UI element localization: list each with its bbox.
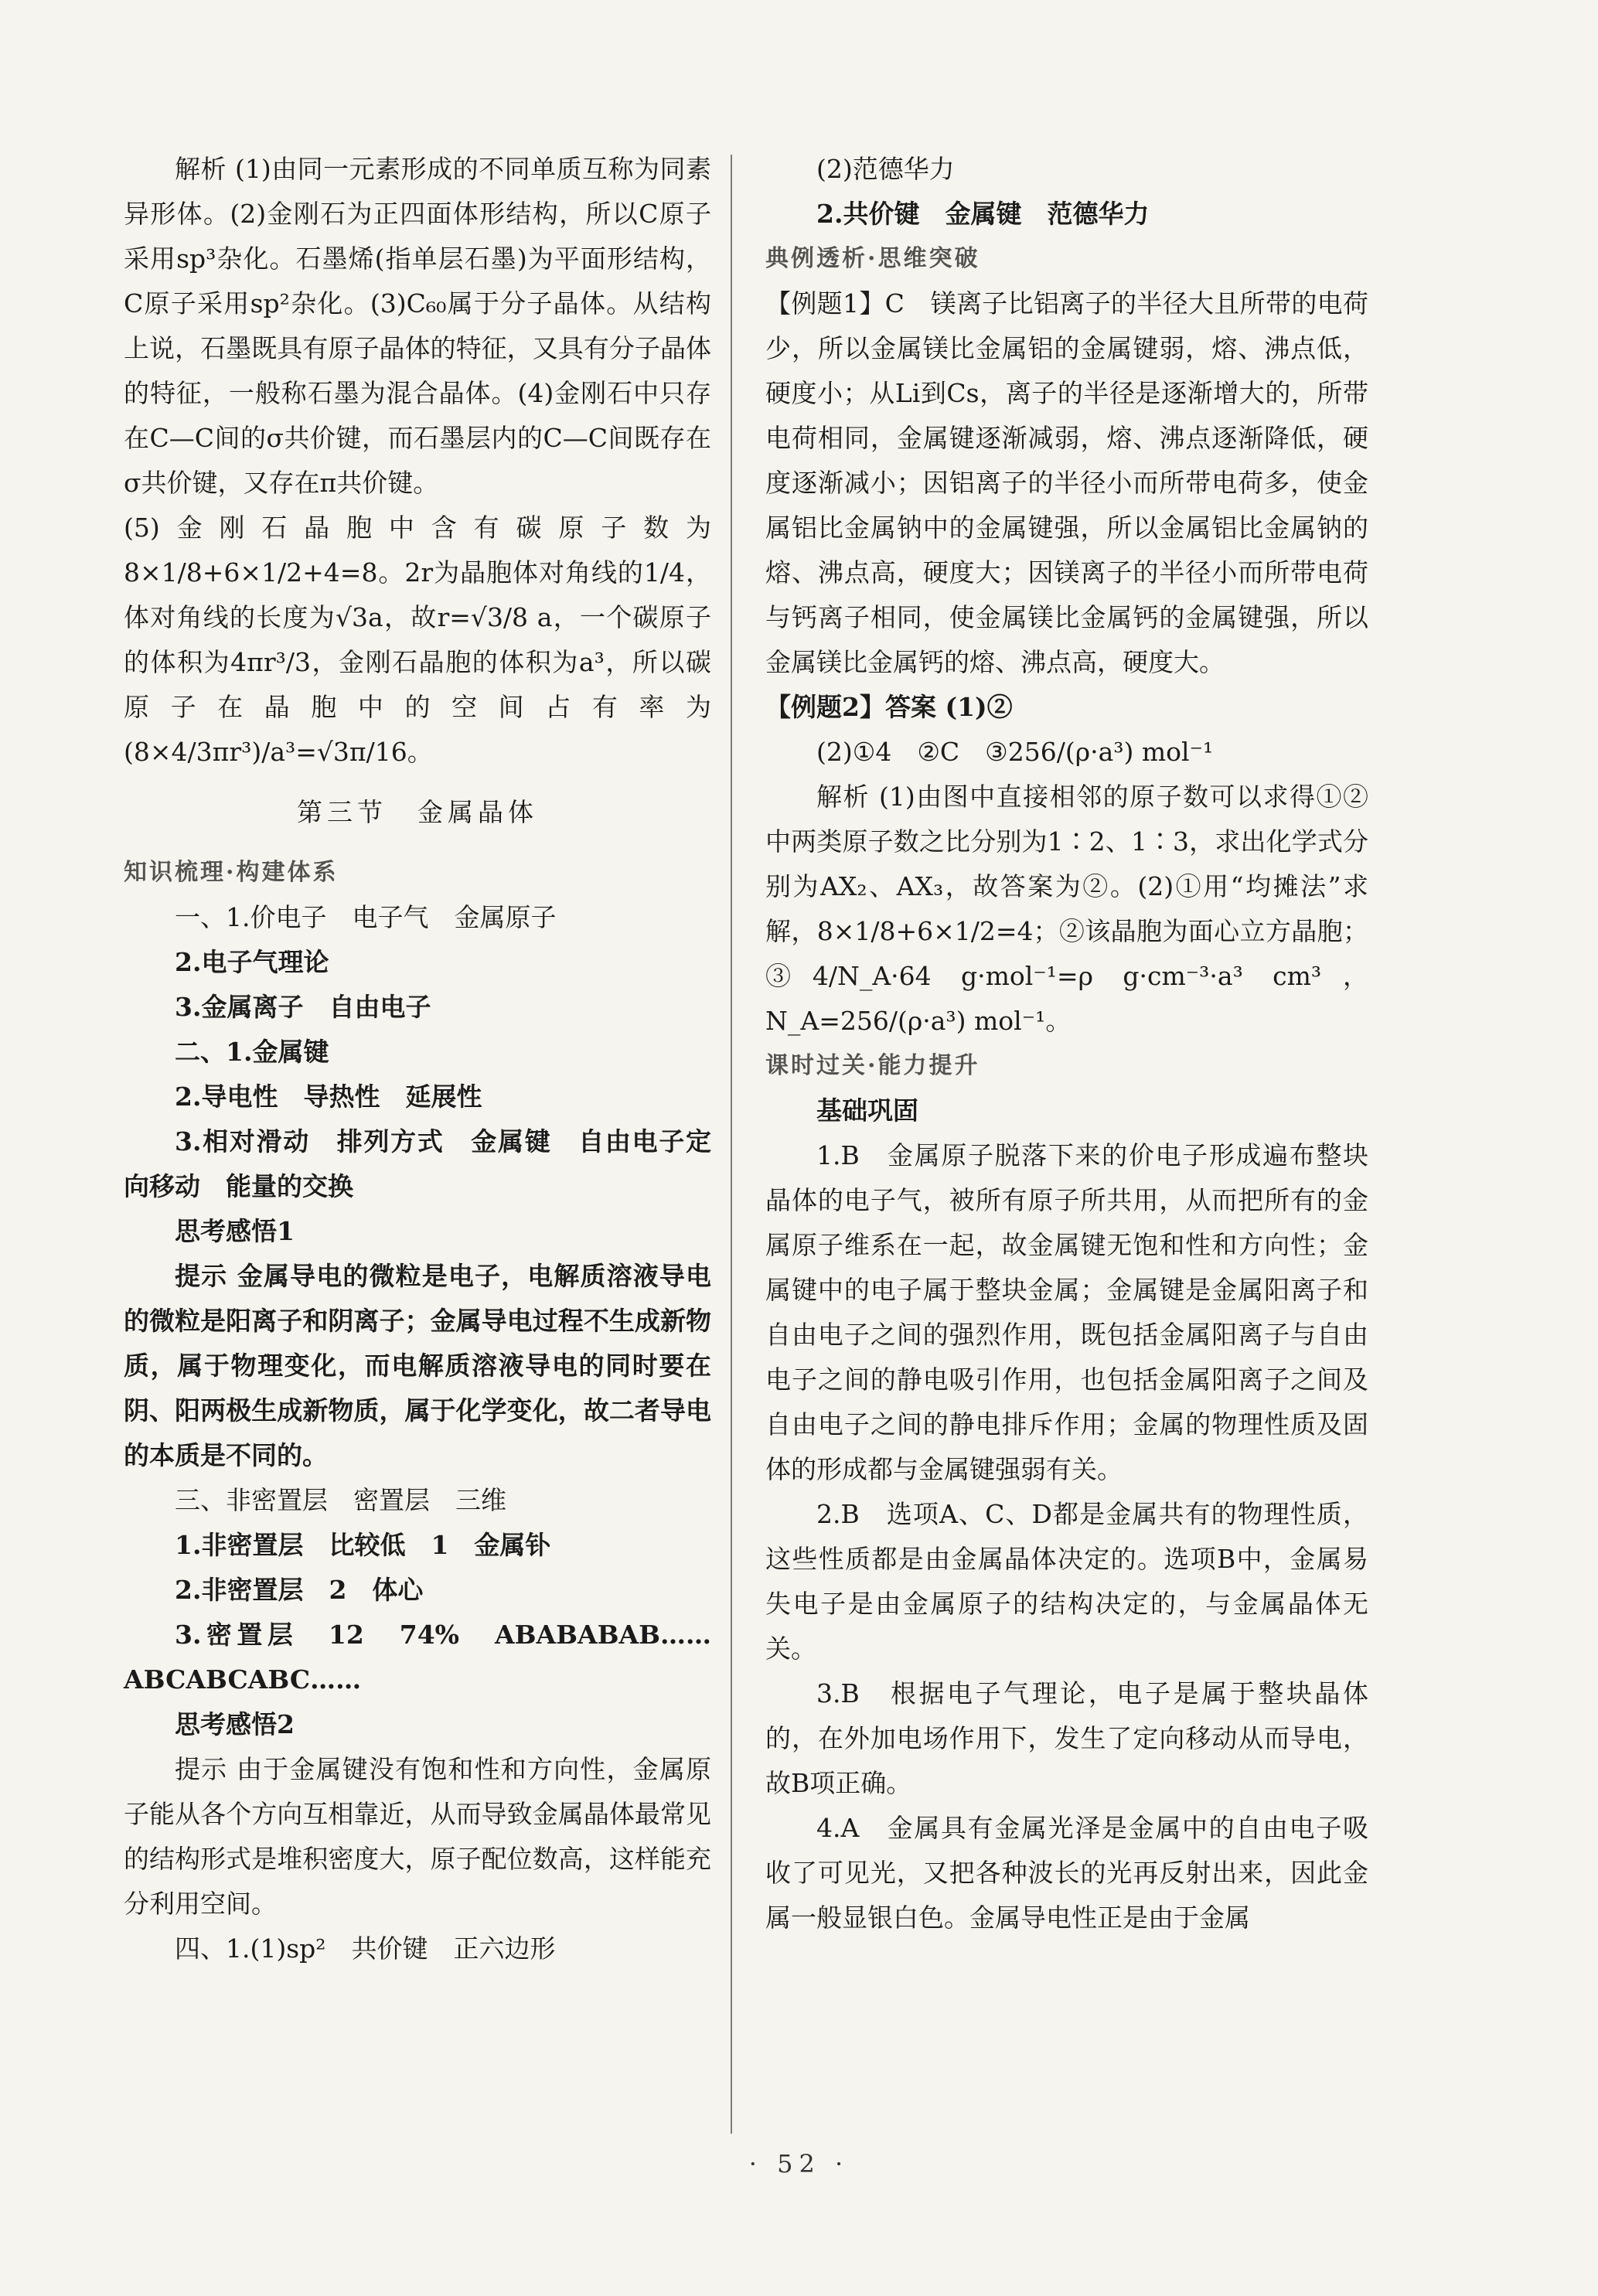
right-column: [765, 147, 1368, 1940]
subheading: 思考感悟2: [175, 1709, 295, 1739]
column-divider: [731, 155, 732, 2134]
subheading: 思考感悟1: [175, 1216, 295, 1246]
left-column: [124, 147, 711, 1971]
answer-line: 二、1.金属键: [175, 1037, 329, 1067]
paragraph: 提示 由于金属键没有饱和性和方向性，金属原子能从各个方向互相靠近，从而导致金属晶体最常见的结构形式是堆积密度大，原子配位数高，这样能充分利用空间。: [124, 1754, 711, 1919]
section-tag: 知识梳理·构建体系: [124, 859, 339, 886]
section-tag: 典例透析·思维突破: [765, 245, 980, 272]
section-title: 第三节 金属晶体: [297, 797, 538, 827]
answer-line: 1.非密置层 比较低 1 金属钋: [175, 1530, 551, 1560]
paragraph: 1.B 金属原子脱落下来的价电子形成遍布整块晶体的电子气，被所有原子所共用，从而把所有的金属原子维系在一起，故金属键无饱和性和方向性；金属键中的电子属于整块金属；金属键是金属阳离子和自由电子之间的强烈作用，既包括金属阳离子与自由电子之间的静电吸引作用，也包括金属阳离子之间及自由电子之间的静电排斥作用；金属的物理性质及固体的形成都与金属键强弱有关。: [765, 1140, 1368, 1484]
answer-line: 四、1.(1)sp² 共价键 正六边形: [175, 1933, 556, 1964]
answer-line: 3.金属离子 自由电子: [175, 992, 431, 1022]
paragraph: (5)金刚石晶胞中含有碳原子数为8×1/8+6×1/2+4=8。2r为晶胞体对角线的1/4，体对角线的长度为√3a，故r=√3/8 a，一个碳原子的体积为4πr³/3，金刚石晶胞的体积为a³，所以碳原子在晶胞中的空间占有率为(8×4/3πr³)/a³=√3π/16。: [124, 513, 711, 767]
paragraph: 2.B 选项A、C、D都是金属共有的物理性质，这些性质都是由金属晶体决定的。选项B中，金属易失电子是由金属原子的结构决定的，与金属晶体无关。: [765, 1499, 1368, 1664]
answer-line: 【例题2】答案 (1)②: [765, 692, 1013, 722]
section-tag: 课时过关·能力提升: [765, 1052, 980, 1079]
answer-line: 3.密置层 12 74% ABABABAB……ABCABCABC……: [124, 1620, 711, 1695]
paragraph: 提示 金属导电的微粒是电子，电解质溶液导电的微粒是阳离子和阴离子；金属导电过程不生成新物质，属于物理变化，而电解质溶液导电的同时要在阴、阳两极生成新物质，属于化学变化，故二者导电的本质是不同的。: [124, 1261, 711, 1470]
paragraph: 3.B 根据电子气理论，电子是属于整块晶体的，在外加电场作用下，发生了定向移动从而导电，故B项正确。: [765, 1678, 1368, 1798]
answer-line: (2)①4 ②C ③256/(ρ·a³) mol⁻¹: [816, 737, 1214, 767]
paragraph: 【例题1】C 镁离子比铝离子的半径大且所带的电荷少，所以金属镁比金属铝的金属键弱，熔、沸点低，硬度小；从Li到Cs，离子的半径是逐渐增大的，所带电荷相同，金属键逐渐减弱，熔、沸点逐渐降低，硬度逐渐减小；因铝离子的半径小而所带电荷多，使金属铝比金属钠中的金属键强，所以金属铝比金属钠的熔、沸点高，硬度大；因镁离子的半径小而所带电荷与钙离子相同，使金属镁比金属钙的金属键强，所以金属镁比金属钙的熔、沸点高，硬度大。: [765, 288, 1368, 677]
answer-line: 2.电子气理论: [175, 947, 329, 977]
answer-line: 2.导电性 导热性 延展性: [175, 1082, 482, 1112]
answer-line: 3.相对滑动 排列方式 金属键 自由电子定向移动 能量的交换: [124, 1126, 711, 1201]
paragraph: 解析 (1)由同一元素形成的不同单质互称为同素异形体。(2)金刚石为正四面体形结构，所以C原子采用sp³杂化。石墨烯(指单层石墨)为平面形结构，C原子采用sp²杂化。(3)C₆₀属于分子晶体。从结构上说，石墨既具有原子晶体的特征，又具有分子晶体的特征，一般称石墨为混合晶体。(4)金刚石中只存在C—C间的σ共价键，而石墨层内的C—C间既存在σ共价键，又存在π共价键。: [124, 154, 711, 498]
subheading: 基础巩固: [816, 1095, 918, 1126]
answer-line: 2.非密置层 2 体心: [175, 1575, 424, 1605]
paragraph: 解析 (1)由图中直接相邻的原子数可以求得①②中两类原子数之比分别为1∶2、1∶3，求出化学式分别为AX₂、AX₃，故答案为②。(2)①用“均摊法”求解，8×1/8+6×1/2=4；②该晶胞为面心立方晶胞；③4/N_A·64 g·mol⁻¹=ρ g·cm⁻³·a³ cm³，N_A=256/(ρ·a³) mol⁻¹。: [765, 782, 1368, 1036]
answer-line: 一、1.价电子 电子气 金属原子: [175, 902, 557, 932]
answer-line: (2)范德华力: [816, 154, 955, 184]
answer-line: 三、非密置层 密置层 三维: [175, 1485, 506, 1515]
paragraph: 4.A 金属具有金属光泽是金属中的自由电子吸收了可见光，又把各种波长的光再反射出来，因此金属一般显银白色。金属导电性正是由于金属: [765, 1813, 1368, 1933]
answer-line: 2.共价键 金属键 范德华力: [816, 199, 1150, 229]
page-number: · 52 ·: [748, 2149, 850, 2178]
